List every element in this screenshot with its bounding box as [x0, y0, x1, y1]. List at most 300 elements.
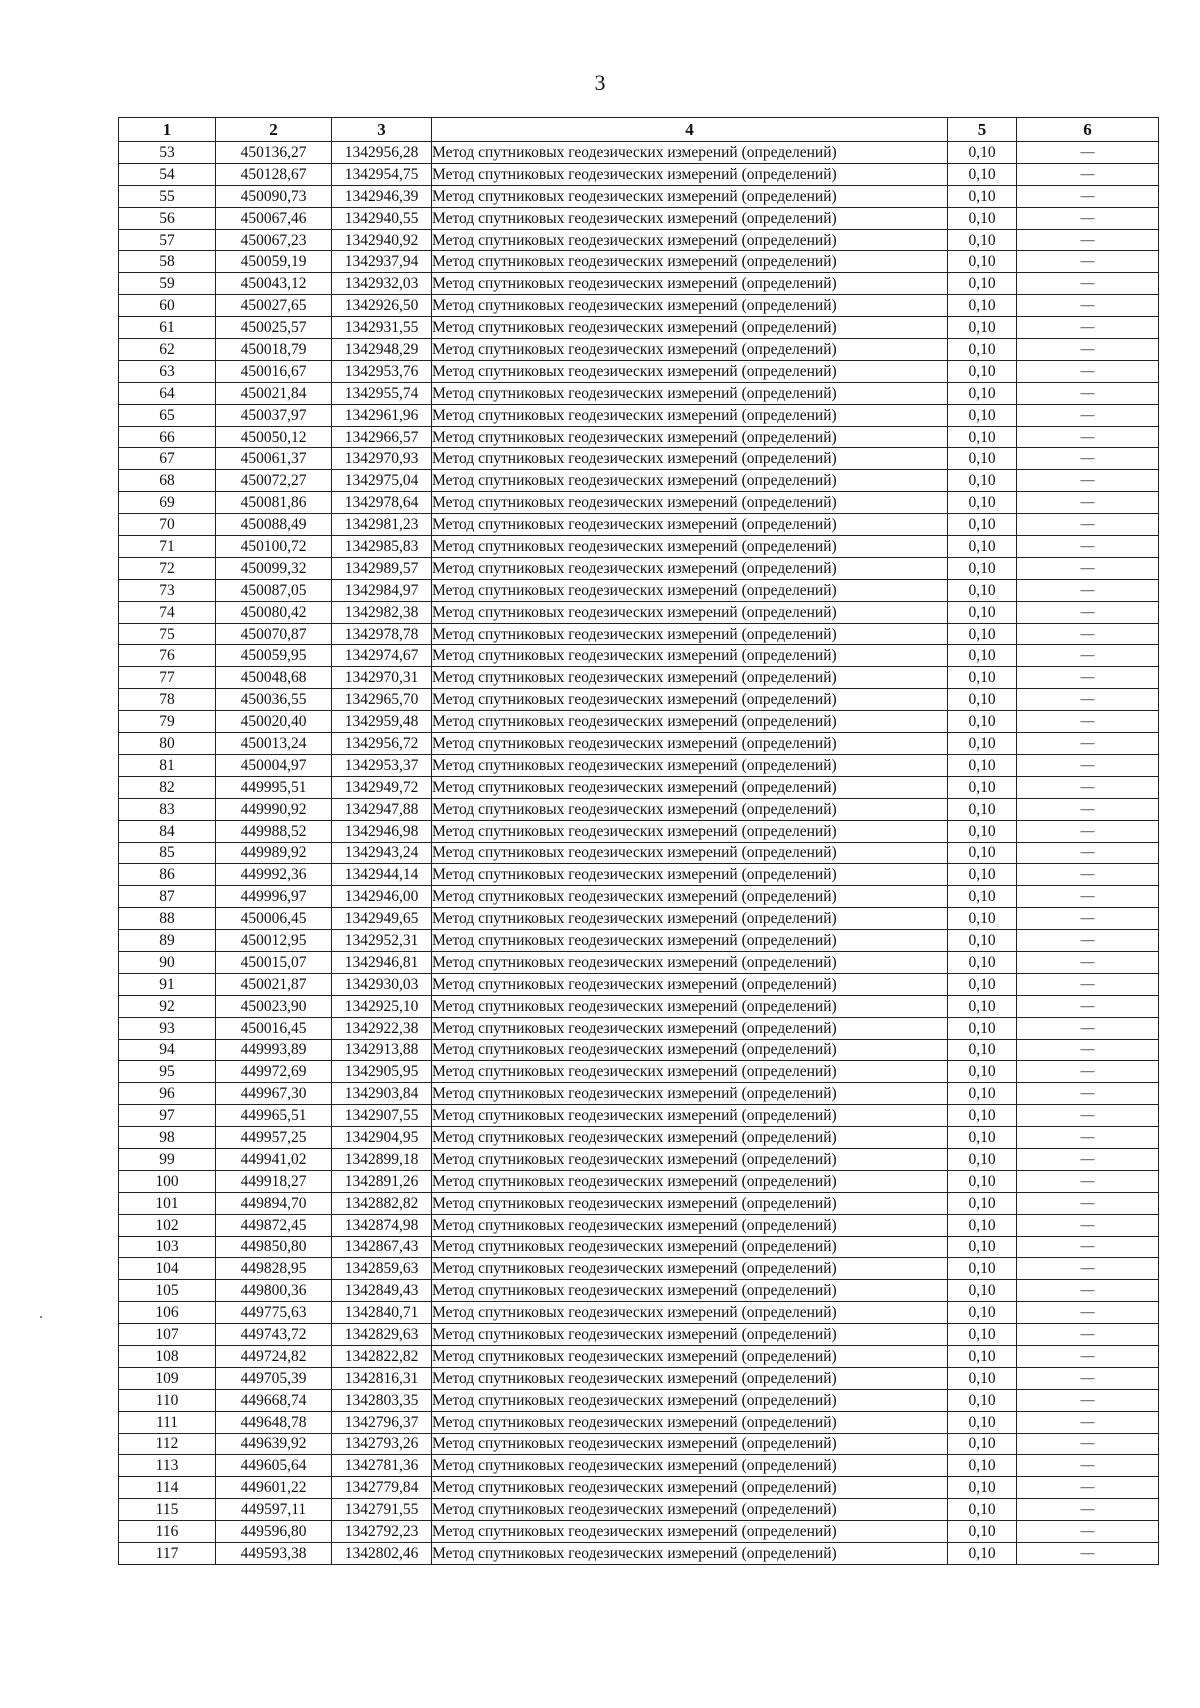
accuracy-cell: 0,10 — [948, 1521, 1017, 1543]
point-number-cell: 92 — [119, 995, 216, 1017]
accuracy-cell: 0,10 — [948, 1083, 1017, 1105]
table-row — [119, 973, 1159, 995]
table-row — [119, 142, 1159, 164]
method-cell: Метод спутниковых геодезических измерений (определений) — [432, 1411, 948, 1433]
table-row — [119, 1367, 1159, 1389]
point-number-cell: 108 — [119, 1345, 216, 1367]
method-cell: Метод спутниковых геодезических измерений (определений) — [432, 689, 948, 711]
point-number-cell: 76 — [119, 645, 216, 667]
table-row — [119, 426, 1159, 448]
accuracy-cell: 0,10 — [948, 404, 1017, 426]
description-cell: — — [1017, 1148, 1159, 1170]
x-coordinate-cell: 450081,86 — [216, 492, 332, 514]
x-coordinate-cell: 450021,84 — [216, 382, 332, 404]
method-cell: Метод спутниковых геодезических измерений (определений) — [432, 1324, 948, 1346]
y-coordinate-cell: 1342922,38 — [332, 1017, 432, 1039]
x-coordinate-cell: 450015,07 — [216, 951, 332, 973]
accuracy-cell: 0,10 — [948, 426, 1017, 448]
point-number-cell: 98 — [119, 1127, 216, 1149]
point-number-cell: 93 — [119, 1017, 216, 1039]
table-row — [119, 1039, 1159, 1061]
method-cell: Метод спутниковых геодезических измерений (определений) — [432, 142, 948, 164]
accuracy-cell: 0,10 — [948, 689, 1017, 711]
method-cell: Метод спутниковых геодезических измерений (определений) — [432, 1433, 948, 1455]
point-number-cell: 96 — [119, 1083, 216, 1105]
point-number-cell: 56 — [119, 207, 216, 229]
accuracy-cell: 0,10 — [948, 492, 1017, 514]
description-cell: — — [1017, 908, 1159, 930]
x-coordinate-cell: 450059,19 — [216, 251, 332, 273]
table-row — [119, 163, 1159, 185]
accuracy-cell: 0,10 — [948, 820, 1017, 842]
accuracy-cell: 0,10 — [948, 448, 1017, 470]
y-coordinate-cell: 1342905,95 — [332, 1061, 432, 1083]
x-coordinate-cell: 450004,97 — [216, 754, 332, 776]
header-col-5: 5 — [948, 118, 1017, 142]
x-coordinate-cell: 449724,82 — [216, 1345, 332, 1367]
accuracy-cell: 0,10 — [948, 667, 1017, 689]
table-row — [119, 842, 1159, 864]
method-cell: Метод спутниковых геодезических измерений (определений) — [432, 492, 948, 514]
description-cell: — — [1017, 1039, 1159, 1061]
y-coordinate-cell: 1342796,37 — [332, 1411, 432, 1433]
table-row — [119, 776, 1159, 798]
x-coordinate-cell: 450061,37 — [216, 448, 332, 470]
description-cell: — — [1017, 864, 1159, 886]
method-cell: Метод спутниковых геодезических измерений (определений) — [432, 1499, 948, 1521]
y-coordinate-cell: 1342874,98 — [332, 1214, 432, 1236]
description-cell: — — [1017, 798, 1159, 820]
table-row — [119, 1499, 1159, 1521]
method-cell: Метод спутниковых геодезических измерений (определений) — [432, 667, 948, 689]
x-coordinate-cell: 449648,78 — [216, 1411, 332, 1433]
method-cell: Метод спутниковых геодезических измерений (определений) — [432, 448, 948, 470]
y-coordinate-cell: 1342904,95 — [332, 1127, 432, 1149]
method-cell: Метод спутниковых геодезических измерений (определений) — [432, 776, 948, 798]
method-cell: Метод спутниковых геодезических измерений (определений) — [432, 1127, 948, 1149]
description-cell: — — [1017, 1499, 1159, 1521]
x-coordinate-cell: 450012,95 — [216, 930, 332, 952]
description-cell: — — [1017, 1258, 1159, 1280]
accuracy-cell: 0,10 — [948, 908, 1017, 930]
description-cell: — — [1017, 951, 1159, 973]
description-cell: — — [1017, 1411, 1159, 1433]
point-number-cell: 59 — [119, 273, 216, 295]
accuracy-cell: 0,10 — [948, 251, 1017, 273]
table-row — [119, 1258, 1159, 1280]
x-coordinate-cell: 450070,87 — [216, 623, 332, 645]
point-number-cell: 111 — [119, 1411, 216, 1433]
y-coordinate-cell: 1342949,72 — [332, 776, 432, 798]
method-cell: Метод спутниковых геодезических измерений (определений) — [432, 1258, 948, 1280]
y-coordinate-cell: 1342966,57 — [332, 426, 432, 448]
x-coordinate-cell: 449989,92 — [216, 842, 332, 864]
description-cell: — — [1017, 317, 1159, 339]
accuracy-cell: 0,10 — [948, 1105, 1017, 1127]
method-cell: Метод спутниковых геодезических измерений (определений) — [432, 1061, 948, 1083]
accuracy-cell: 0,10 — [948, 886, 1017, 908]
accuracy-cell: 0,10 — [948, 1477, 1017, 1499]
x-coordinate-cell: 449593,38 — [216, 1543, 332, 1565]
x-coordinate-cell: 450023,90 — [216, 995, 332, 1017]
x-coordinate-cell: 450016,67 — [216, 360, 332, 382]
header-col-2: 2 — [216, 118, 332, 142]
y-coordinate-cell: 1342849,43 — [332, 1280, 432, 1302]
x-coordinate-cell: 450067,46 — [216, 207, 332, 229]
point-number-cell: 114 — [119, 1477, 216, 1499]
x-coordinate-cell: 450027,65 — [216, 295, 332, 317]
method-cell: Метод спутниковых геодезических измерений (определений) — [432, 339, 948, 361]
point-number-cell: 100 — [119, 1170, 216, 1192]
y-coordinate-cell: 1342974,67 — [332, 645, 432, 667]
description-cell: — — [1017, 1083, 1159, 1105]
accuracy-cell: 0,10 — [948, 1127, 1017, 1149]
method-cell: Метод спутниковых геодезических измерений (определений) — [432, 995, 948, 1017]
point-number-cell: 66 — [119, 426, 216, 448]
method-cell: Метод спутниковых геодезических измерений (определений) — [432, 973, 948, 995]
accuracy-cell: 0,10 — [948, 1192, 1017, 1214]
y-coordinate-cell: 1342946,00 — [332, 886, 432, 908]
description-cell: — — [1017, 601, 1159, 623]
accuracy-cell: 0,10 — [948, 1345, 1017, 1367]
method-cell: Метод спутниковых геодезических измерений (определений) — [432, 295, 948, 317]
accuracy-cell: 0,10 — [948, 842, 1017, 864]
point-number-cell: 57 — [119, 229, 216, 251]
description-cell: — — [1017, 251, 1159, 273]
point-number-cell: 74 — [119, 601, 216, 623]
point-number-cell: 95 — [119, 1061, 216, 1083]
y-coordinate-cell: 1342802,46 — [332, 1543, 432, 1565]
table-row — [119, 1214, 1159, 1236]
x-coordinate-cell: 450013,24 — [216, 733, 332, 755]
point-number-cell: 102 — [119, 1214, 216, 1236]
accuracy-cell: 0,10 — [948, 1411, 1017, 1433]
point-number-cell: 55 — [119, 185, 216, 207]
x-coordinate-cell: 450025,57 — [216, 317, 332, 339]
point-number-cell: 86 — [119, 864, 216, 886]
table-row — [119, 1127, 1159, 1149]
description-cell: — — [1017, 295, 1159, 317]
method-cell: Метод спутниковых геодезических измерений (определений) — [432, 1345, 948, 1367]
point-number-cell: 90 — [119, 951, 216, 973]
table-row — [119, 514, 1159, 536]
x-coordinate-cell: 449601,22 — [216, 1477, 332, 1499]
point-number-cell: 101 — [119, 1192, 216, 1214]
method-cell: Метод спутниковых геодезических измерений (определений) — [432, 1455, 948, 1477]
point-number-cell: 70 — [119, 514, 216, 536]
y-coordinate-cell: 1342944,14 — [332, 864, 432, 886]
table-row — [119, 1017, 1159, 1039]
accuracy-cell: 0,10 — [948, 1302, 1017, 1324]
table-header — [119, 118, 1159, 142]
description-cell: — — [1017, 557, 1159, 579]
table-row — [119, 1061, 1159, 1083]
point-number-cell: 110 — [119, 1389, 216, 1411]
method-cell: Метод спутниковых геодезических измерений (определений) — [432, 908, 948, 930]
x-coordinate-cell: 449597,11 — [216, 1499, 332, 1521]
y-coordinate-cell: 1342867,43 — [332, 1236, 432, 1258]
point-number-cell: 104 — [119, 1258, 216, 1280]
table-row — [119, 886, 1159, 908]
method-cell: Метод спутниковых геодезических измерений (определений) — [432, 360, 948, 382]
method-cell: Метод спутниковых геодезических измерений (определений) — [432, 864, 948, 886]
table-row — [119, 492, 1159, 514]
accuracy-cell: 0,10 — [948, 951, 1017, 973]
method-cell: Метод спутниковых геодезических измерений (определений) — [432, 1543, 948, 1565]
header-row — [119, 118, 1159, 142]
table-body — [119, 142, 1159, 1565]
accuracy-cell: 0,10 — [948, 973, 1017, 995]
method-cell: Метод спутниковых геодезических измерений (определений) — [432, 207, 948, 229]
point-number-cell: 61 — [119, 317, 216, 339]
x-coordinate-cell: 449828,95 — [216, 1258, 332, 1280]
description-cell: — — [1017, 1433, 1159, 1455]
table-row — [119, 273, 1159, 295]
x-coordinate-cell: 450020,40 — [216, 711, 332, 733]
description-cell: — — [1017, 514, 1159, 536]
accuracy-cell: 0,10 — [948, 645, 1017, 667]
table-row — [119, 711, 1159, 733]
x-coordinate-cell: 450088,49 — [216, 514, 332, 536]
description-cell: — — [1017, 470, 1159, 492]
y-coordinate-cell: 1342955,74 — [332, 382, 432, 404]
description-cell: — — [1017, 1127, 1159, 1149]
method-cell: Метод спутниковых геодезических измерений (определений) — [432, 1302, 948, 1324]
y-coordinate-cell: 1342985,83 — [332, 536, 432, 558]
point-number-cell: 91 — [119, 973, 216, 995]
method-cell: Метод спутниковых геодезических измерений (определений) — [432, 1477, 948, 1499]
x-coordinate-cell: 450090,73 — [216, 185, 332, 207]
table-row — [119, 1433, 1159, 1455]
description-cell: — — [1017, 1105, 1159, 1127]
point-number-cell: 97 — [119, 1105, 216, 1127]
y-coordinate-cell: 1342953,76 — [332, 360, 432, 382]
accuracy-cell: 0,10 — [948, 470, 1017, 492]
y-coordinate-cell: 1342975,04 — [332, 470, 432, 492]
accuracy-cell: 0,10 — [948, 1214, 1017, 1236]
x-coordinate-cell: 449705,39 — [216, 1367, 332, 1389]
accuracy-cell: 0,10 — [948, 798, 1017, 820]
accuracy-cell: 0,10 — [948, 360, 1017, 382]
method-cell: Метод спутниковых геодезических измерений (определений) — [432, 1280, 948, 1302]
point-number-cell: 99 — [119, 1148, 216, 1170]
x-coordinate-cell: 450050,12 — [216, 426, 332, 448]
accuracy-cell: 0,10 — [948, 273, 1017, 295]
method-cell: Метод спутниковых геодезических измерений (определений) — [432, 1148, 948, 1170]
point-number-cell: 117 — [119, 1543, 216, 1565]
x-coordinate-cell: 450080,42 — [216, 601, 332, 623]
accuracy-cell: 0,10 — [948, 776, 1017, 798]
description-cell: — — [1017, 163, 1159, 185]
method-cell: Метод спутниковых геодезических измерений (определений) — [432, 645, 948, 667]
accuracy-cell: 0,10 — [948, 579, 1017, 601]
y-coordinate-cell: 1342882,82 — [332, 1192, 432, 1214]
table-row — [119, 623, 1159, 645]
table-row — [119, 1192, 1159, 1214]
table-row — [119, 317, 1159, 339]
y-coordinate-cell: 1342949,65 — [332, 908, 432, 930]
x-coordinate-cell: 450018,79 — [216, 339, 332, 361]
header-col-1: 1 — [119, 118, 216, 142]
accuracy-cell: 0,10 — [948, 1170, 1017, 1192]
method-cell: Метод спутниковых геодезических измерений (определений) — [432, 426, 948, 448]
description-cell: — — [1017, 1345, 1159, 1367]
x-coordinate-cell: 449605,64 — [216, 1455, 332, 1477]
description-cell: — — [1017, 1214, 1159, 1236]
point-number-cell: 63 — [119, 360, 216, 382]
description-cell: — — [1017, 1236, 1159, 1258]
accuracy-cell: 0,10 — [948, 1017, 1017, 1039]
table-row — [119, 1521, 1159, 1543]
table-row — [119, 1411, 1159, 1433]
description-cell: — — [1017, 1324, 1159, 1346]
point-number-cell: 69 — [119, 492, 216, 514]
x-coordinate-cell: 449918,27 — [216, 1170, 332, 1192]
y-coordinate-cell: 1342959,48 — [332, 711, 432, 733]
description-cell: — — [1017, 820, 1159, 842]
table-row — [119, 1170, 1159, 1192]
method-cell: Метод спутниковых геодезических измерений (определений) — [432, 229, 948, 251]
y-coordinate-cell: 1342913,88 — [332, 1039, 432, 1061]
accuracy-cell: 0,10 — [948, 1061, 1017, 1083]
point-number-cell: 80 — [119, 733, 216, 755]
table-row — [119, 295, 1159, 317]
method-cell: Метод спутниковых геодезических измерений (определений) — [432, 470, 948, 492]
y-coordinate-cell: 1342791,55 — [332, 1499, 432, 1521]
y-coordinate-cell: 1342981,23 — [332, 514, 432, 536]
point-number-cell: 106 — [119, 1302, 216, 1324]
method-cell: Метод спутниковых геодезических измерений (определений) — [432, 317, 948, 339]
point-number-cell: 83 — [119, 798, 216, 820]
accuracy-cell: 0,10 — [948, 1389, 1017, 1411]
accuracy-cell: 0,10 — [948, 382, 1017, 404]
description-cell: — — [1017, 536, 1159, 558]
description-cell: — — [1017, 754, 1159, 776]
y-coordinate-cell: 1342792,23 — [332, 1521, 432, 1543]
x-coordinate-cell: 449967,30 — [216, 1083, 332, 1105]
accuracy-cell: 0,10 — [948, 1236, 1017, 1258]
method-cell: Метод спутниковых геодезических измерений (определений) — [432, 536, 948, 558]
description-cell: — — [1017, 1521, 1159, 1543]
x-coordinate-cell: 450136,27 — [216, 142, 332, 164]
x-coordinate-cell: 450059,95 — [216, 645, 332, 667]
point-number-cell: 68 — [119, 470, 216, 492]
table-row — [119, 207, 1159, 229]
point-number-cell: 82 — [119, 776, 216, 798]
accuracy-cell: 0,10 — [948, 185, 1017, 207]
y-coordinate-cell: 1342956,72 — [332, 733, 432, 755]
accuracy-cell: 0,10 — [948, 339, 1017, 361]
method-cell: Метод спутниковых геодезических измерений (определений) — [432, 623, 948, 645]
description-cell: — — [1017, 1302, 1159, 1324]
x-coordinate-cell: 450036,55 — [216, 689, 332, 711]
method-cell: Метод спутниковых геодезических измерений (определений) — [432, 404, 948, 426]
y-coordinate-cell: 1342961,96 — [332, 404, 432, 426]
table-row — [119, 229, 1159, 251]
y-coordinate-cell: 1342903,84 — [332, 1083, 432, 1105]
point-number-cell: 88 — [119, 908, 216, 930]
x-coordinate-cell: 450099,32 — [216, 557, 332, 579]
accuracy-cell: 0,10 — [948, 864, 1017, 886]
table-row — [119, 689, 1159, 711]
y-coordinate-cell: 1342816,31 — [332, 1367, 432, 1389]
accuracy-cell: 0,10 — [948, 1433, 1017, 1455]
table-row — [119, 645, 1159, 667]
description-cell: — — [1017, 404, 1159, 426]
method-cell: Метод спутниковых геодезических измерений (определений) — [432, 842, 948, 864]
method-cell: Метод спутниковых геодезических измерений (определений) — [432, 1214, 948, 1236]
y-coordinate-cell: 1342793,26 — [332, 1433, 432, 1455]
point-number-cell: 60 — [119, 295, 216, 317]
method-cell: Метод спутниковых геодезических измерений (определений) — [432, 798, 948, 820]
point-number-cell: 94 — [119, 1039, 216, 1061]
accuracy-cell: 0,10 — [948, 733, 1017, 755]
page-number: 3 — [594, 70, 606, 95]
point-number-cell: 72 — [119, 557, 216, 579]
y-coordinate-cell: 1342907,55 — [332, 1105, 432, 1127]
accuracy-cell: 0,10 — [948, 623, 1017, 645]
table-row — [119, 1280, 1159, 1302]
description-cell: — — [1017, 930, 1159, 952]
table-row — [119, 382, 1159, 404]
table-row — [119, 1083, 1159, 1105]
y-coordinate-cell: 1342970,31 — [332, 667, 432, 689]
accuracy-cell: 0,10 — [948, 1039, 1017, 1061]
accuracy-cell: 0,10 — [948, 1258, 1017, 1280]
table-row — [119, 404, 1159, 426]
x-coordinate-cell: 449972,69 — [216, 1061, 332, 1083]
point-number-cell: 85 — [119, 842, 216, 864]
point-number-cell: 112 — [119, 1433, 216, 1455]
method-cell: Метод спутниковых геодезических измерений (определений) — [432, 1017, 948, 1039]
x-coordinate-cell: 449957,25 — [216, 1127, 332, 1149]
point-number-cell: 73 — [119, 579, 216, 601]
description-cell: — — [1017, 667, 1159, 689]
accuracy-cell: 0,10 — [948, 1324, 1017, 1346]
description-cell: — — [1017, 229, 1159, 251]
accuracy-cell: 0,10 — [948, 1455, 1017, 1477]
method-cell: Метод спутниковых геодезических измерений (определений) — [432, 733, 948, 755]
point-number-cell: 65 — [119, 404, 216, 426]
description-cell: — — [1017, 339, 1159, 361]
description-cell: — — [1017, 426, 1159, 448]
x-coordinate-cell: 449872,45 — [216, 1214, 332, 1236]
y-coordinate-cell: 1342840,71 — [332, 1302, 432, 1324]
point-number-cell: 116 — [119, 1521, 216, 1543]
method-cell: Метод спутниковых геодезических измерений (определений) — [432, 185, 948, 207]
description-cell: — — [1017, 360, 1159, 382]
description-cell: — — [1017, 1280, 1159, 1302]
accuracy-cell: 0,10 — [948, 601, 1017, 623]
description-cell: — — [1017, 1170, 1159, 1192]
method-cell: Метод спутниковых геодезических измерений (определений) — [432, 1367, 948, 1389]
accuracy-cell: 0,10 — [948, 207, 1017, 229]
accuracy-cell: 0,10 — [948, 295, 1017, 317]
x-coordinate-cell: 449743,72 — [216, 1324, 332, 1346]
x-coordinate-cell: 449639,92 — [216, 1433, 332, 1455]
y-coordinate-cell: 1342940,92 — [332, 229, 432, 251]
description-cell: — — [1017, 1543, 1159, 1565]
method-cell: Метод спутниковых геодезических измерений (определений) — [432, 579, 948, 601]
method-cell: Метод спутниковых геодезических измерений (определений) — [432, 1170, 948, 1192]
table-row — [119, 667, 1159, 689]
table-row — [119, 908, 1159, 930]
y-coordinate-cell: 1342779,84 — [332, 1477, 432, 1499]
accuracy-cell: 0,10 — [948, 1543, 1017, 1565]
method-cell: Метод спутниковых геодезических измерений (определений) — [432, 514, 948, 536]
description-cell: — — [1017, 1061, 1159, 1083]
y-coordinate-cell: 1342943,24 — [332, 842, 432, 864]
